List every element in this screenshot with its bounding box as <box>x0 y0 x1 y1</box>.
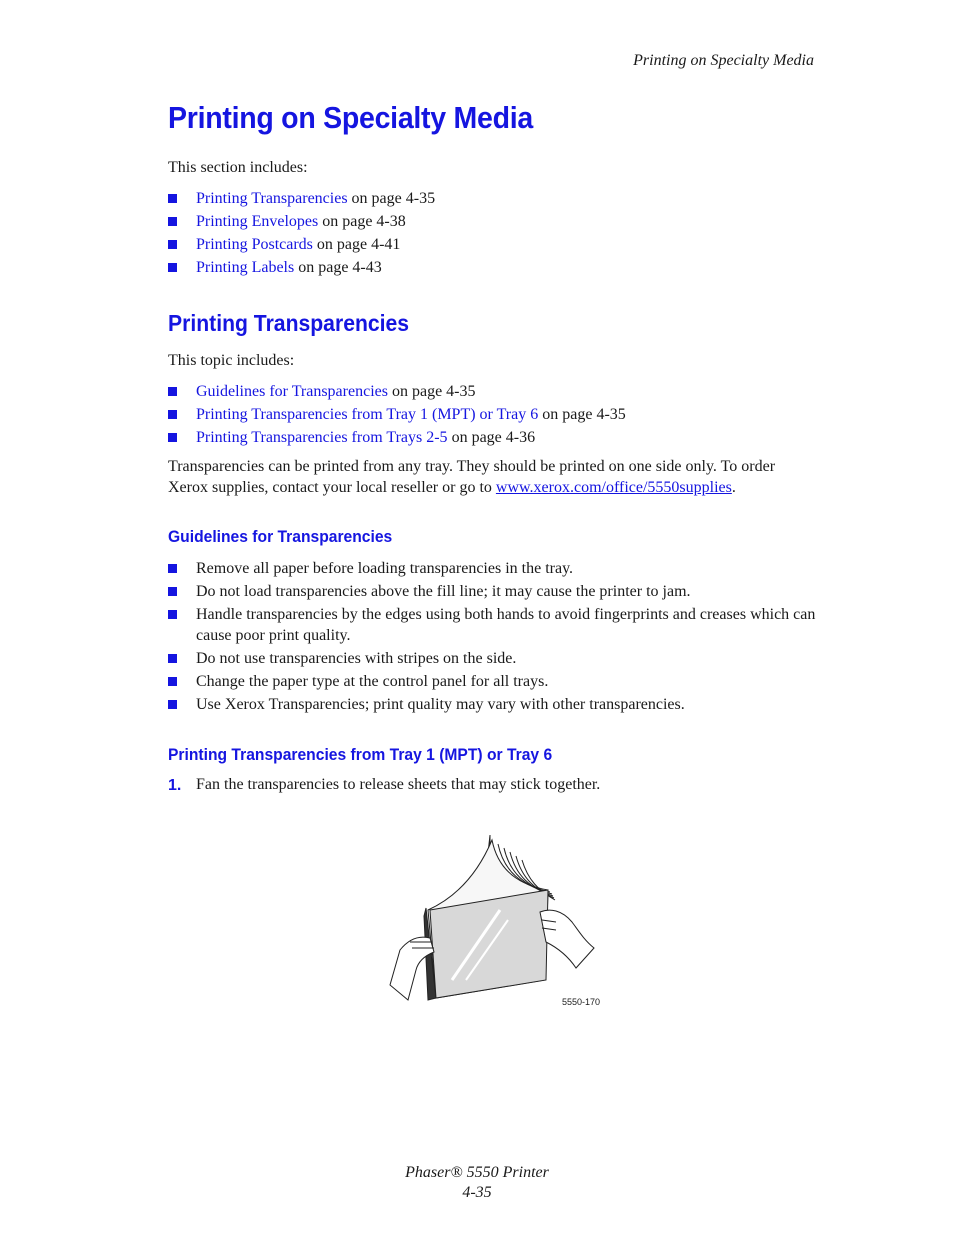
list-item: Use Xerox Transparencies; print quality may vary with other transparencies. <box>168 694 818 715</box>
bullet-icon <box>168 654 177 663</box>
step-number: 1. <box>168 777 182 794</box>
bullet-icon <box>168 700 177 709</box>
list-item: Printing Labels on page 4-43 <box>168 257 818 278</box>
supplies-link[interactable]: www.xerox.com/office/5550supplies <box>495 479 732 496</box>
link-trays-2-5[interactable]: Printing Transparencies from Trays 2-5 <box>196 429 448 446</box>
link-printing-transparencies[interactable]: Printing Transparencies <box>196 190 348 207</box>
topic-intro: This topic includes: <box>168 352 295 369</box>
figure-id: 5550-170 <box>562 997 601 1007</box>
link-printing-envelopes[interactable]: Printing Envelopes <box>196 213 319 230</box>
list-item: Handle transparencies by the edges using both hands to avoid fingerprints and creases which can cause poor print quality. <box>168 604 818 646</box>
footer-page-number: 4-35 <box>462 1184 492 1201</box>
list-item: Printing Postcards on page 4-41 <box>168 234 818 255</box>
bullet-icon <box>168 587 177 596</box>
bullet-icon <box>168 263 177 272</box>
bullet-icon <box>168 387 177 396</box>
list-item: Remove all paper before loading transparencies in the tray. <box>168 558 818 579</box>
list-item: Do not use transparencies with stripes on the side. <box>168 648 818 669</box>
bullet-icon <box>168 610 177 619</box>
list-item: Printing Transparencies from Tray 1 (MPT) or Tray 6 on page 4-35 <box>168 404 818 425</box>
bullet-icon <box>168 677 177 686</box>
list-item: Printing Transparencies on page 4-35 <box>168 188 818 209</box>
bullet-icon <box>168 564 177 573</box>
bullet-icon <box>168 217 177 226</box>
fanning-transparencies-illustration <box>380 830 610 1010</box>
list-item: Guidelines for Transparencies on page 4-35 <box>168 381 818 402</box>
step-text: Fan the transparencies to release sheets that may stick together. <box>196 776 601 793</box>
list-item: Do not load transparencies above the fill line; it may cause the printer to jam. <box>168 581 818 602</box>
bullet-icon <box>168 194 177 203</box>
page-title: Printing on Specialty Media <box>168 100 533 135</box>
link-printing-labels[interactable]: Printing Labels <box>196 259 295 276</box>
link-printing-postcards[interactable]: Printing Postcards <box>196 236 313 253</box>
list-item: Printing Envelopes on page 4-38 <box>168 211 818 232</box>
link-tray1-tray6[interactable]: Printing Transparencies from Tray 1 (MPT) or Tray 6 <box>196 406 539 423</box>
bullet-icon <box>168 433 177 442</box>
section-link-list <box>168 188 818 278</box>
link-guidelines[interactable]: Guidelines for Transparencies <box>196 383 388 400</box>
footer-product: Phaser® 5550 Printer <box>405 1164 549 1181</box>
subheading-tray1-tray6: Printing Transparencies from Tray 1 (MPT) or Tray 6 <box>168 745 553 764</box>
subheading-guidelines: Guidelines for Transparencies <box>168 527 393 546</box>
bullet-icon <box>168 410 177 419</box>
guidelines-list <box>168 558 818 715</box>
page-footer <box>0 1163 954 1203</box>
list-item: Change the paper type at the control panel for all trays. <box>168 671 818 692</box>
topic-link-list <box>168 381 818 448</box>
section-heading-transparencies: Printing Transparencies <box>168 310 410 336</box>
section-intro: This section includes: <box>168 159 308 176</box>
body-paragraph: Transparencies can be printed from any tray. They should be printed on one side only. To order Xerox supplies, contact your local reseller or go to www.xerox.com/office/5550supplies. <box>168 458 776 496</box>
list-item: Printing Transparencies from Trays 2-5 on page 4-36 <box>168 427 818 448</box>
bullet-icon <box>168 240 177 249</box>
running-header: Printing on Specialty Media <box>633 52 814 69</box>
